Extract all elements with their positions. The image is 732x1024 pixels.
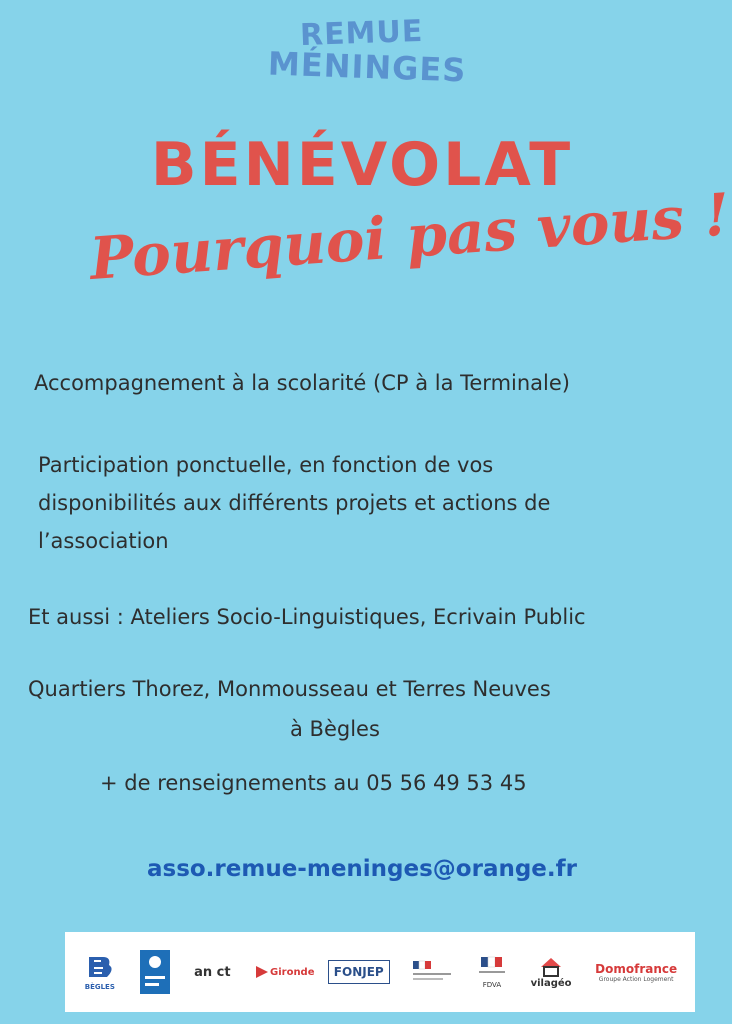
location-line-1: Quartiers Thorez, Monmousseau et Terres Neuves	[28, 677, 551, 701]
logo-line-1: REMUE	[299, 13, 425, 54]
activity-participation-line-3: l’association	[38, 529, 169, 553]
fdva-label: FDVA	[482, 981, 502, 989]
gironde-icon	[254, 960, 315, 984]
ministere-icon	[413, 959, 453, 985]
republique-icon	[477, 955, 507, 981]
gironde-logo	[254, 960, 315, 984]
activity-participation-line-2: disponibilités aux différents projets et actions de	[38, 491, 551, 515]
activity-participation-line-1: Participation ponctuelle, en fonction de vos	[38, 453, 494, 477]
ministere-logo	[413, 959, 453, 985]
begles-label: BÈGLES	[84, 983, 115, 991]
fdva-logo	[477, 955, 507, 989]
vilageo-logo	[531, 956, 572, 989]
domofrance-label: Domofrance	[595, 961, 678, 976]
fonjep-logo	[328, 960, 390, 984]
activity-workshops: Et aussi : Ateliers Socio-Linguistiques, Ecrivain Public	[28, 605, 586, 629]
page-title: BÉNÉVOLAT	[150, 130, 574, 200]
caf-icon	[140, 950, 170, 994]
phone-info: + de renseignements au 05 56 49 53 45	[100, 771, 527, 795]
tagline: Pourquoi pas vous !	[87, 180, 732, 293]
activity-tutoring: Accompagnement à la scolarité (CP à la Terminale)	[34, 371, 570, 395]
logo-line-2: MÉNINGES	[267, 44, 467, 90]
fonjep-label: FONJEP	[333, 965, 384, 979]
begles-icon	[83, 953, 117, 983]
remue-meninges-logo	[0, 13, 724, 90]
anct-label: an ct	[194, 964, 231, 980]
gironde-label: Gironde	[270, 967, 315, 978]
anct-logo	[194, 965, 230, 980]
begles-logo	[83, 953, 117, 991]
caf-logo	[140, 950, 170, 994]
domofrance-logo	[595, 962, 677, 983]
location-line-2: à Bègles	[290, 717, 380, 741]
house-icon	[539, 956, 563, 978]
partner-logos-band	[65, 932, 695, 1012]
contact-email-link[interactable]: asso.remue-meninges@orange.fr	[146, 856, 577, 882]
vilageo-label: vilagéo	[530, 977, 572, 989]
domofrance-subtitle: Groupe Action Logement	[598, 975, 674, 983]
